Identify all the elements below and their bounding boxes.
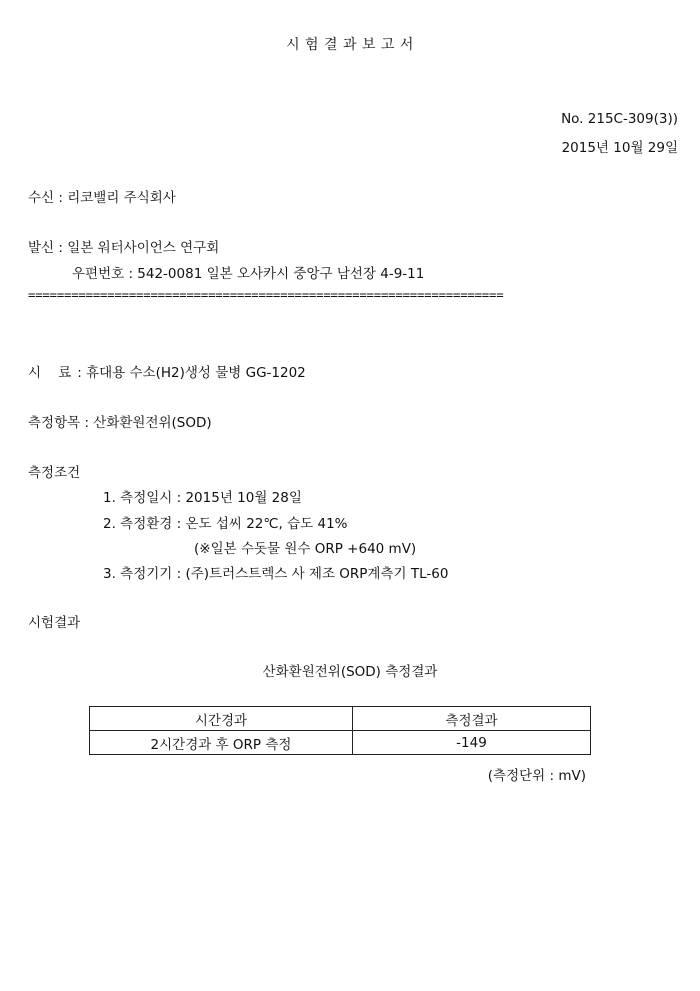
- results-heading: 시험결과: [28, 615, 81, 631]
- table-row: [90, 731, 591, 755]
- report-title: 시 험 결 과 보 고 서: [286, 37, 414, 53]
- table-caption: 산화환원전위(SOD) 측정결과: [262, 664, 438, 680]
- condition-item-3: 3. 측정기기 : (주)트러스트렉스 사 제조 ORP계측기 TL-60: [103, 566, 449, 582]
- condition-item-2-note: (※일본 수돗물 원수 ORP +640 mV): [194, 541, 417, 557]
- conditions-heading: 측정조건: [28, 465, 81, 481]
- column-header-result: 측정결과: [353, 707, 591, 731]
- table-header-row: [90, 707, 591, 731]
- unit-note: (측정단위 : mV): [487, 768, 586, 784]
- separator-line: ==================================================================: [28, 288, 504, 302]
- document-number: No. 215C-309(3)): [561, 111, 678, 127]
- sample-value: : 휴대용 수소(H2)생성 물병 GG-1202: [77, 365, 306, 381]
- table-cell-result: -149: [353, 731, 591, 755]
- sender-line: 발신 : 일본 워터사이언스 연구회: [28, 240, 220, 256]
- column-header-elapsed-time: 시간경과: [90, 707, 353, 731]
- postal-address: 우편번호 : 542-0081 일본 오사카시 중앙구 남선장 4-9-11: [72, 266, 425, 282]
- document-date: 2015년 10월 29일: [561, 140, 678, 156]
- measurement-item: 측정항목 : 산화환원전위(SOD): [28, 415, 212, 431]
- condition-item-2: 2. 측정환경 : 온도 섭씨 22℃, 습도 41%: [103, 516, 348, 532]
- sample-row: [28, 361, 306, 381]
- condition-item-1: 1. 측정일시 : 2015년 10월 28일: [103, 490, 302, 506]
- table-cell-elapsed-time: 2시간경과 후 ORP 측정: [90, 731, 353, 755]
- recipient-line: 수신 : 리코밸리 주식회사: [28, 190, 176, 206]
- sample-label: 시 료: [28, 365, 72, 381]
- results-table: [89, 706, 591, 755]
